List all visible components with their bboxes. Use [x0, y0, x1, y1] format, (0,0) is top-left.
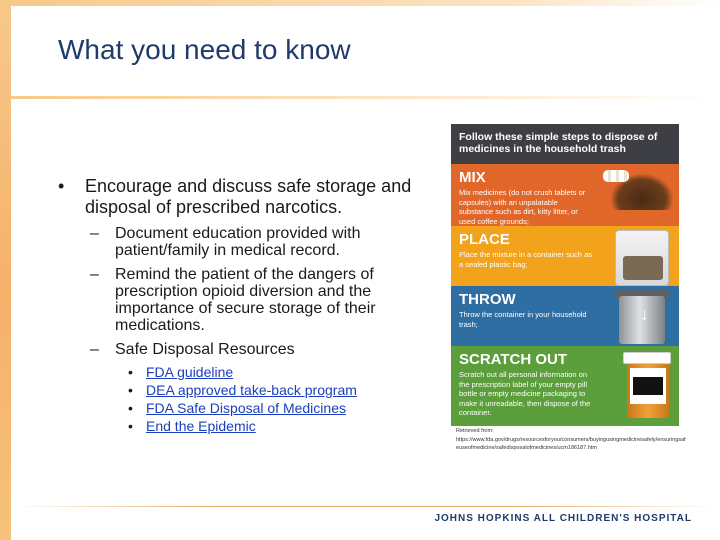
step-heading: PLACE — [459, 231, 510, 248]
sub-bullet-resources — [58, 341, 418, 358]
image-credit — [456, 427, 686, 453]
title-divider — [11, 96, 720, 99]
bullet-dash: – — [90, 341, 99, 358]
disposal-infographic — [451, 124, 679, 426]
credit-label: Retrieved from: — [456, 428, 494, 434]
slide-title: What you need to know — [58, 34, 351, 65]
top-accent-bar — [11, 0, 720, 6]
step-description: Throw the container in your household trash; — [459, 310, 587, 329]
step-description: Mix medicines (do not crush tablets or capsules) with an unpalatable substance such as dirt, kitty litter, or used coffee grounds; — [459, 188, 586, 226]
resource-link-item — [58, 417, 418, 435]
pills-illustration — [603, 170, 629, 182]
sub-bullet-text: Remind the patient of the dangers of prescription opioid diversion and the importance of secure storage of their medications. — [115, 266, 376, 334]
hospital-logo: JOHNS HOPKINS ALL CHILDREN'S HOSPITAL — [434, 513, 692, 524]
bullet-dot: • — [128, 418, 133, 434]
left-accent-bar — [0, 0, 11, 540]
resource-links — [58, 363, 418, 435]
bullet-dot: • — [128, 400, 133, 416]
bullet-dot: • — [58, 176, 65, 196]
bullet-dash: – — [90, 266, 99, 283]
link-dea-take-back[interactable]: DEA approved take-back program — [146, 382, 357, 398]
main-bullet-text: Encourage and discuss safe storage and disposal of prescribed narcotics. — [85, 176, 412, 217]
bullet-dot: • — [128, 364, 133, 380]
resource-link-item — [58, 363, 418, 381]
bullet-dash: – — [90, 225, 99, 242]
credit-url: https://www.fda.gov/drugs/resourcesforyou/consumers/buyingusingmedicinesafely/ensuringsafeuseofmedicine/safedisposalofmedicines/ucm186187.htm — [456, 436, 686, 451]
sub-bullet-text: Document education provided with patient/family in medical record. — [115, 225, 361, 259]
step-heading: SCRATCH OUT — [459, 351, 568, 368]
slide-body — [58, 176, 418, 435]
main-bullet — [58, 176, 418, 218]
pill-bottle-cap-illustration — [623, 352, 671, 364]
resource-link-item — [58, 399, 418, 417]
infographic-header: Follow these simple steps to dispose of medicines in the household trash — [451, 124, 679, 164]
resource-link-item — [58, 381, 418, 399]
footer-divider — [11, 506, 720, 507]
bullet-dot: • — [128, 382, 133, 398]
step-description: Scratch out all personal information on the prescription label of your empty pill bottle or empty medicine packaging to make it unreadable, then dispose of the container. — [459, 370, 591, 417]
step-description: Place the mixture in a container such as a sealed plastic bag; — [459, 250, 592, 269]
scratched-label-illustration — [633, 377, 663, 395]
bag-contents-illustration — [623, 256, 663, 280]
link-end-the-epidemic[interactable]: End the Epidemic — [146, 418, 256, 434]
sub-bullet-dangers — [58, 266, 418, 334]
sub-bullet-text: Safe Disposal Resources — [115, 341, 295, 358]
step-heading: MIX — [459, 169, 486, 186]
step-heading: THROW — [459, 291, 516, 308]
link-fda-safe-disposal[interactable]: FDA Safe Disposal of Medicines — [146, 400, 346, 416]
down-arrow-icon: ↓ — [640, 304, 649, 324]
link-fda-guideline[interactable]: FDA guideline — [146, 364, 234, 380]
sub-bullet-documentation — [58, 225, 418, 259]
